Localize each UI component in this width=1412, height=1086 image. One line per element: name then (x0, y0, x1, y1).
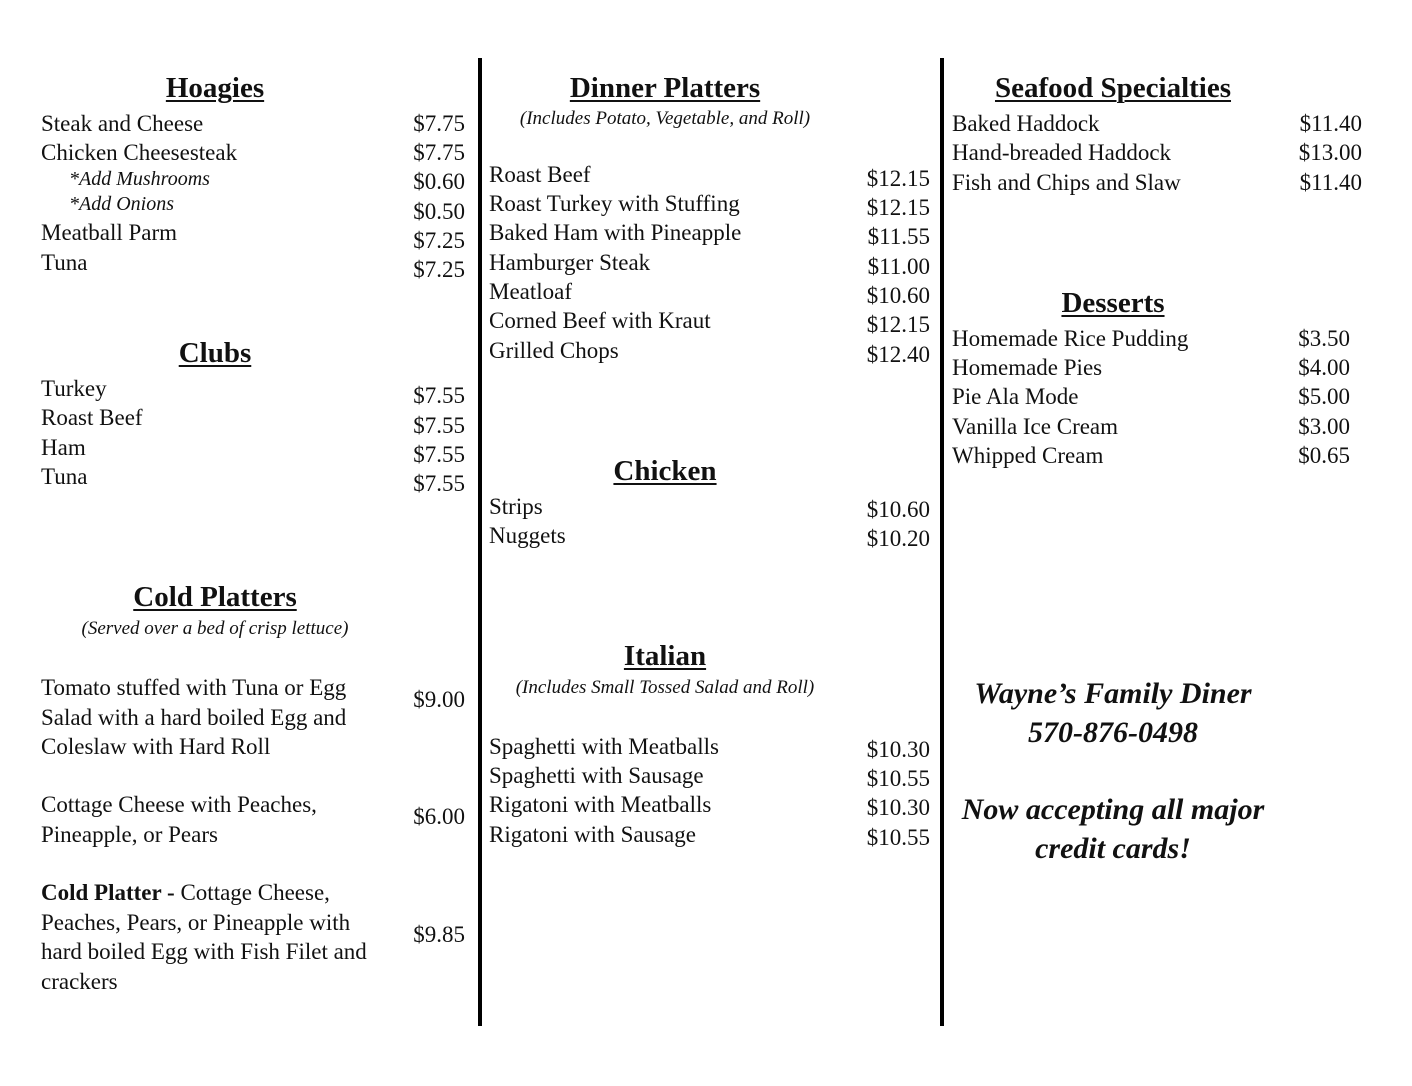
menu-item-name: Nuggets (489, 523, 566, 548)
menu-item-price: $10.55 (866, 766, 930, 791)
menu-item-name: Rigatoni with Sausage (489, 822, 696, 847)
column-divider-right (940, 58, 944, 1026)
menu-item-price: $11.00 (867, 254, 930, 279)
menu-item-name: Roast Beef (489, 162, 591, 187)
menu-item-price: $3.00 (1298, 414, 1350, 439)
section-subtitle: (Served over a bed of crisp lettuce) (81, 618, 349, 639)
menu-item-price: $10.30 (866, 795, 930, 820)
menu-item-price: $12.15 (866, 195, 930, 220)
section-subtitle: (Includes Small Tossed Salad and Roll) (515, 677, 815, 698)
section-title-dinner-platters: Dinner Platters (569, 72, 761, 104)
menu-item-name: Chicken Cheesesteak (41, 140, 238, 165)
menu-item-price: $12.15 (866, 312, 930, 337)
menu-item-name: Fish and Chips and Slaw (952, 170, 1181, 195)
menu-item-addon: *Add Onions (69, 193, 174, 215)
diner-phone: 570-876-0498 (1028, 716, 1198, 749)
menu-item-price: $11.40 (1299, 170, 1362, 195)
menu-item-price: $7.75 (413, 111, 465, 136)
menu-item-name: Pie Ala Mode (952, 384, 1079, 409)
column-divider-left (478, 58, 482, 1026)
menu-item-price: $11.55 (867, 224, 930, 249)
menu-item-price: $0.60 (413, 169, 465, 194)
menu-item-name: Hamburger Steak (489, 250, 651, 275)
promo-line-2: credit cards! (1035, 832, 1191, 865)
menu-item-price: $0.50 (413, 199, 465, 224)
menu-item-price: $4.00 (1298, 355, 1350, 380)
menu-item-price: $7.55 (413, 413, 465, 438)
cold-platter-label: Cold Platter - (41, 880, 175, 905)
menu-item-price: $10.60 (866, 283, 930, 308)
menu-item-addon: *Add Mushrooms (69, 168, 210, 190)
menu-item-price: $5.00 (1298, 384, 1350, 409)
section-title-clubs: Clubs (178, 337, 252, 369)
section-title-chicken: Chicken (613, 455, 717, 487)
menu-item-name: Vanilla Ice Cream (952, 414, 1119, 439)
menu-item-price: $7.25 (413, 257, 465, 282)
menu-item-description: Tomato stuffed with Tuna or Egg Salad with a hard boiled Egg and Coleslaw with Hard Roll (41, 675, 347, 759)
menu-item-name: Grilled Chops (489, 338, 619, 363)
menu-item-name: Strips (489, 494, 543, 519)
menu-item-price: $10.20 (866, 526, 930, 551)
section-title-cold-platters: Cold Platters (133, 581, 297, 613)
menu-item-name: Ham (41, 435, 86, 460)
menu-item-price: $7.75 (413, 140, 465, 165)
menu-item-price: $0.65 (1298, 443, 1350, 468)
section-title-hoagies: Hoagies (165, 72, 265, 104)
menu-item-price: $7.25 (413, 228, 465, 253)
menu-item-price: $10.30 (866, 737, 930, 762)
menu-item-price: $12.15 (866, 166, 930, 191)
menu-item-price: $11.40 (1299, 111, 1362, 136)
menu-item-name: Rigatoni with Meatballs (489, 792, 712, 817)
menu-item-description: Cottage Cheese with Peaches, Pineapple, or Pears (41, 792, 317, 847)
menu-item-price: $3.50 (1298, 326, 1350, 351)
menu-item-price: $7.55 (413, 471, 465, 496)
section-subtitle: (Includes Potato, Vegetable, and Roll) (519, 108, 811, 129)
menu-item-name: Turkey (41, 376, 107, 401)
menu-item-description (41, 878, 386, 996)
menu-item-name: Meatball Parm (41, 220, 178, 245)
menu-item-price: $10.55 (866, 825, 930, 850)
menu-item-price: $7.55 (413, 442, 465, 467)
menu-item-price: $10.60 (866, 497, 930, 522)
menu-item-name: Whipped Cream (952, 443, 1104, 468)
menu-item-name: Tuna (41, 464, 88, 489)
menu-item-name: Homemade Rice Pudding (952, 326, 1189, 351)
menu-item-name: Homemade Pies (952, 355, 1103, 380)
menu-item-name: Spaghetti with Meatballs (489, 734, 719, 759)
menu-item-name: Tuna (41, 250, 88, 275)
menu-item-name: Roast Turkey with Stuffing (489, 191, 740, 216)
diner-name: Wayne’s Family Diner (974, 677, 1252, 710)
menu-item-price: $9.85 (413, 922, 465, 947)
menu-item-price: $13.00 (1298, 140, 1362, 165)
menu-item-name: Roast Beef (41, 405, 143, 430)
menu-item-name: Hand-breaded Haddock (952, 140, 1172, 165)
menu-item-name: Steak and Cheese (41, 111, 204, 136)
menu-item-price: $9.00 (413, 687, 465, 712)
section-title-desserts: Desserts (1061, 287, 1165, 319)
menu-item-name: Spaghetti with Sausage (489, 763, 704, 788)
menu-item-name: Baked Haddock (952, 111, 1100, 136)
menu-item-price: $7.55 (413, 383, 465, 408)
menu-item-name: Baked Ham with Pineapple (489, 220, 742, 245)
promo-line-1: Now accepting all major (961, 793, 1265, 826)
menu-item-name: Corned Beef with Kraut (489, 308, 711, 333)
section-title-italian: Italian (623, 640, 707, 672)
cold-platter-text: Cottage Cheese, Peaches, Pears, or Pineapple with hard boiled Egg with Fish Filet and crackers (41, 880, 367, 994)
menu-item-price: $12.40 (866, 342, 930, 367)
menu-item-name: Meatloaf (489, 279, 573, 304)
menu-item-price: $6.00 (413, 804, 465, 829)
section-title-seafood: Seafood Specialties (994, 72, 1232, 104)
